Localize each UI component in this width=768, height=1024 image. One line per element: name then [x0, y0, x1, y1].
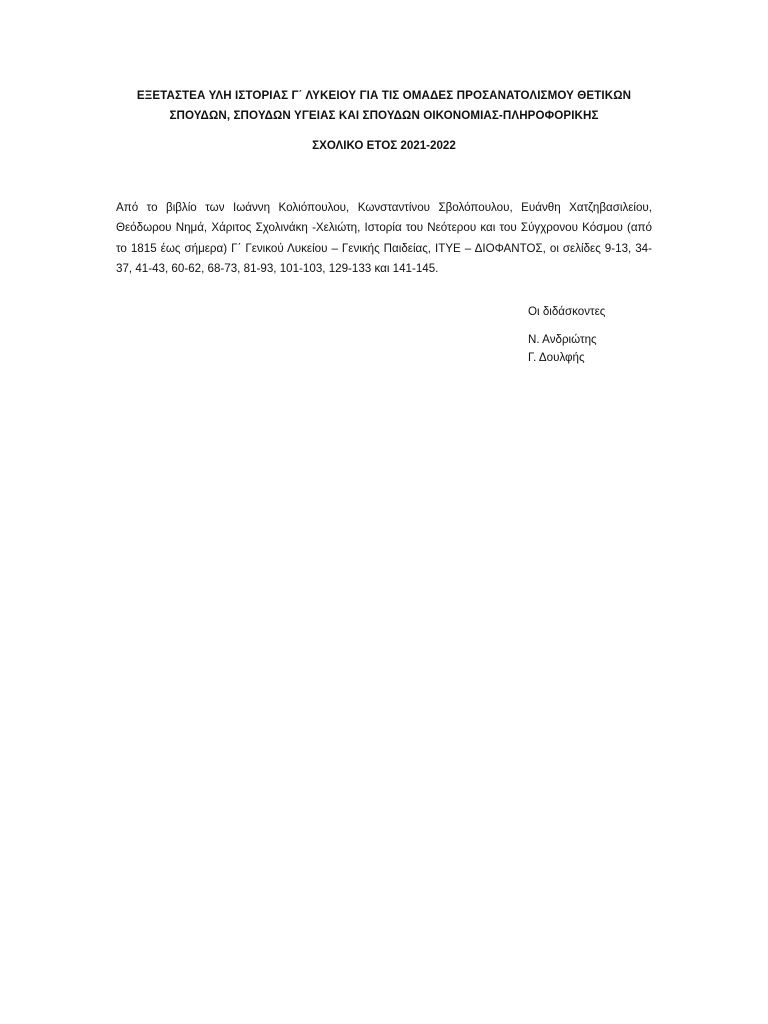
title-line-2: ΣΠΟΥΔΩΝ, ΣΠΟΥΔΩΝ ΥΓΕΙΑΣ ΚΑΙ ΣΠΟΥΔΩΝ ΟΙΚΟΝΟΜΙΑΣ-ΠΛΗΡΟΦΟΡΙΚΗΣ	[169, 109, 599, 122]
signature-block	[528, 304, 688, 367]
syllabus-paragraph: Από το βιβλίο των Ιωάννη Κολιόπουλου, Κωνσταντίνου Σβολόπουλου, Ευάνθη Χατζηβασιλείου, Θεόδωρου Νημά, Χάριτος Σχολινάκη -Χελιώτη, Ιστορία του Νεότερου και του Σύγχρονου Κόσμου (από το 1815 έως σήμερα) Γ΄ Γενικού Λυκείου – Γενικής Παιδείας, ΙΤΥΕ – ΔΙΟΦΑΝΤΟΣ, οι σελίδες 9-13, 34-37, 41-43, 60-62, 68-73, 81-93, 101-103, 129-133 και 141-145.	[116, 201, 652, 276]
document-title	[100, 86, 668, 126]
teacher-name: Γ. Δουλφής	[528, 351, 585, 364]
school-year: ΣΧΟΛΙΚΟ ΕΤΟΣ 2021-2022	[312, 139, 456, 152]
signature-label: Οι διδάσκοντες	[528, 305, 606, 318]
teacher-name: Ν. Ανδριώτης	[528, 333, 597, 346]
title-line-1: ΕΞΕΤΑΣΤΕΑ ΥΛΗ ΙΣΤΟΡΙΑΣ Γ΄ ΛΥΚΕΙΟΥ ΓΙΑ ΤΙΣ ΟΜΑΔΕΣ ΠΡΟΣΑΝΑΤΟΛΙΣΜΟΥ ΘΕΤΙΚΩΝ	[136, 89, 632, 102]
